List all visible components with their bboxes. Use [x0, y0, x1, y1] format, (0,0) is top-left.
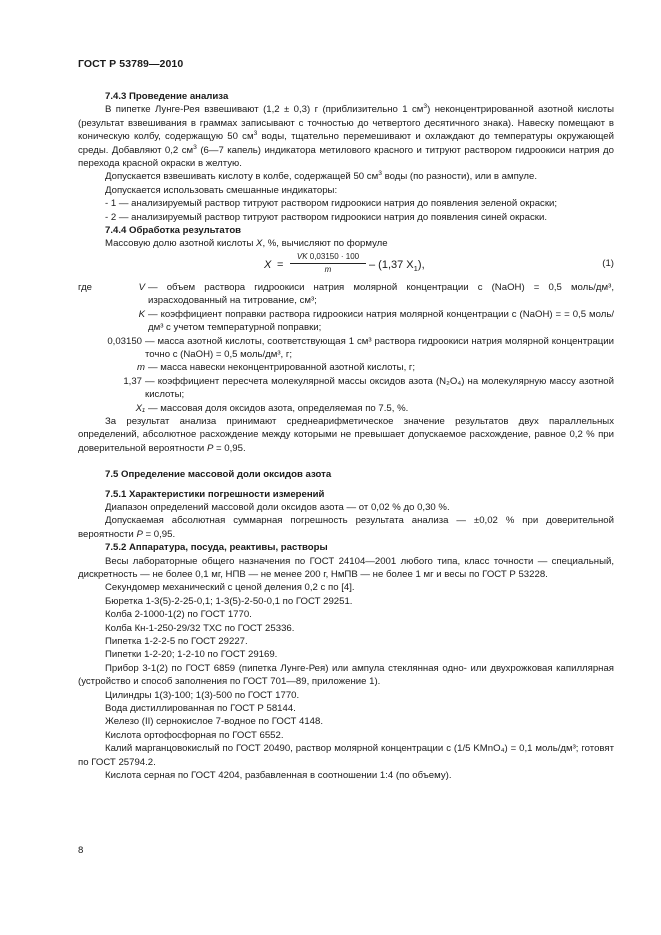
- paragraph-range: Диапазон определений массовой доли оксидов азота — от 0,02 % до 0,30 %.: [105, 501, 450, 513]
- formula-equals: =: [277, 258, 284, 271]
- definition-symbol: m: [137, 362, 145, 374]
- paragraph-weighing-alt: Допускается взвешивать кислоту в колбе, содержащей 50 $см^3$ воды (по разности), или в ампуле.: [105, 170, 537, 183]
- document-header: ГОСТ Р 53789—2010: [78, 58, 184, 70]
- paragraph-procedure: В пипетке Лунге-Рея взвешивают (1,2 ± 0,3) г (приблизительно 1 $см^3$) неконцентрированной азотной кислоты (результат взвешивания в граммах записывают с точностью до четвертого десятичного знака). Навеску помещают в коническую колбу, содержащую 50 $см^3$ воды, тщательно перемешивают и охлаждают до температуры окружающей среды. Добавляют 0,2 $см^3$ (6—7 капель) индикатора метилового красного и титруют раствором гидроокиси натрия до перехода красной окраски в желтую.: [78, 103, 614, 170]
- formula-definitions: [78, 281, 614, 415]
- paragraph-result: За результат анализа принимают среднеарифметическое значение результатов двух параллельных определений, абсолютное расхождение между которыми не превышает допускаемое расхождение, равное 0,2 % при доверительной вероятности P = 0,95.: [78, 415, 614, 454]
- definition-text: — коэффициент поправки раствора гидроокиси натрия молярной концентрации с (NaOH) = = 0,5 моль/дм³ с учетом температурной поправки;: [148, 308, 614, 334]
- definition-symbol: 0,03150: [107, 335, 142, 347]
- definition-row: [78, 375, 614, 402]
- formula-fraction: [290, 251, 366, 275]
- section-heading-7-5-1: 7.5.1 Характеристики погрешности измерений: [105, 488, 325, 500]
- paragraph-formula-intro: Массовую долю азотной кислоты X, %, вычисляют по формуле: [105, 238, 388, 250]
- list-item-equipment: Пипетки 1-2-20; 1-2-10 по ГОСТ 29169.: [105, 649, 278, 661]
- definition-text: — масса навески неконцентрированной азотной кислоты, г;: [148, 362, 416, 374]
- list-item-equipment: Колба 2-1000-1(2) по ГОСТ 1770.: [105, 609, 252, 621]
- definition-text: — массовая доля оксидов азота, определяемая по 7.5, %.: [148, 402, 409, 414]
- section-heading-7-4-3: 7.4.3 Проведение анализа: [105, 91, 229, 102]
- definition-row: [0, 335, 614, 362]
- list-item-equipment: Секундомер механический с ценой деления 0,2 с по [4].: [105, 582, 355, 594]
- paragraph-error: Допускаемая абсолютная суммарная погрешность результата анализа — ±0,02 % при доверительной вероятности P = 0,95.: [78, 515, 614, 540]
- where-label: где: [78, 281, 93, 293]
- list-item-equipment: Пипетка 1-2-2-5 по ГОСТ 29227.: [105, 636, 248, 648]
- list-item-equipment: Прибор 3-1(2) по ГОСТ 6859 (пипетка Лунге-Рея) или ампула стеклянная одно- или двухрожковая капиллярная (устройство и способ заполнения по ГОСТ 701—89, приложение 1).: [78, 662, 614, 688]
- formula-remainder: – (1,37 $X_1$),: [369, 258, 425, 274]
- document-body: [78, 90, 614, 783]
- definition-text: — объем раствора гидроокиси натрия молярной концентрации с (NaOH) = 0,5 моль/дм³, израсходованный на титрование, см³;: [148, 281, 614, 307]
- list-item-equipment: Колба Кн-1-250-29/32 ТХС по ГОСТ 25336.: [105, 622, 295, 634]
- section-heading-7-4-4: 7.4.4 Обработка результатов: [105, 225, 242, 237]
- definition-symbol: 1,37: [123, 375, 142, 387]
- list-item-equipment: Железо (II) сернокислое 7-водное по ГОСТ 4148.: [105, 716, 323, 728]
- paragraph-indicators: Допускается использовать смешанные индикаторы:: [105, 184, 338, 196]
- formula-1: [78, 251, 614, 281]
- definition-symbol: V: [138, 281, 145, 293]
- definition-row: [78, 281, 614, 308]
- section-heading-7-5-2: 7.5.2 Аппаратура, посуда, реактивы, растворы: [105, 542, 328, 554]
- definition-row: [78, 308, 614, 335]
- definition-text: — коэффициент пересчета молекулярной массы оксидов азота (N₂O₄) на молекулярную массу азотной кислоты;: [145, 375, 614, 401]
- list-item-equipment: Бюретка 1-3(5)-2-25-0,1; 1-3(5)-2-50-0,1 по ГОСТ 29251.: [105, 595, 353, 607]
- definition-row: [78, 402, 614, 415]
- definition-row: [78, 361, 614, 374]
- formula-numerator: VK 0,03150 · 100: [290, 251, 366, 264]
- formula-lhs: X: [264, 258, 272, 271]
- list-item-equipment: Вода дистиллированная по ГОСТ Р 58144.: [105, 703, 296, 715]
- definition-symbol: K: [138, 308, 145, 320]
- list-item-indicator-2: - 2 — анализируемый раствор титруют раствором гидроокиси натрия до появления синей окраски.: [105, 211, 547, 223]
- list-item-equipment: Калий марганцовокислый по ГОСТ 20490, раствор молярной концентрации с (1/5 KMnO₄) = 0,1 моль/дм³; готовят по ГОСТ 25794.2.: [78, 743, 614, 768]
- list-item-equipment: Кислота ортофосфорная по ГОСТ 6552.: [105, 729, 284, 741]
- list-item-equipment: Кислота серная по ГОСТ 4204, разбавленная в соотношении 1:4 (по объему).: [105, 770, 452, 782]
- formula-denominator: m: [324, 264, 332, 274]
- definition-text: — масса азотной кислоты, соответствующая 1 см³ раствора гидроокиси натрия молярной концентрации точно с (NaOH) = 0,5 моль/дм³, г;: [145, 335, 614, 360]
- formula-number: (1): [602, 257, 614, 269]
- page-number: 8: [78, 845, 84, 856]
- definition-symbol: X₁: [135, 402, 145, 414]
- list-item-equipment: Цилиндры 1(3)-100; 1(3)-500 по ГОСТ 1770.: [105, 689, 300, 701]
- list-item-indicator-1: - 1 — анализируемый раствор титруют раствором гидроокиси натрия до появления зеленой окраски;: [105, 198, 558, 210]
- list-item-equipment: Весы лабораторные общего назначения по ГОСТ 24104—2001 любого типа, класс точности — специальный, дискретность — не более 0,1 мг, НПВ — не менее 200 г, НмПВ — не более 1 мг и весы по ГОСТ Р 53228.: [78, 555, 614, 580]
- section-heading-7-5: 7.5 Определение массовой доли оксидов азота: [105, 469, 332, 481]
